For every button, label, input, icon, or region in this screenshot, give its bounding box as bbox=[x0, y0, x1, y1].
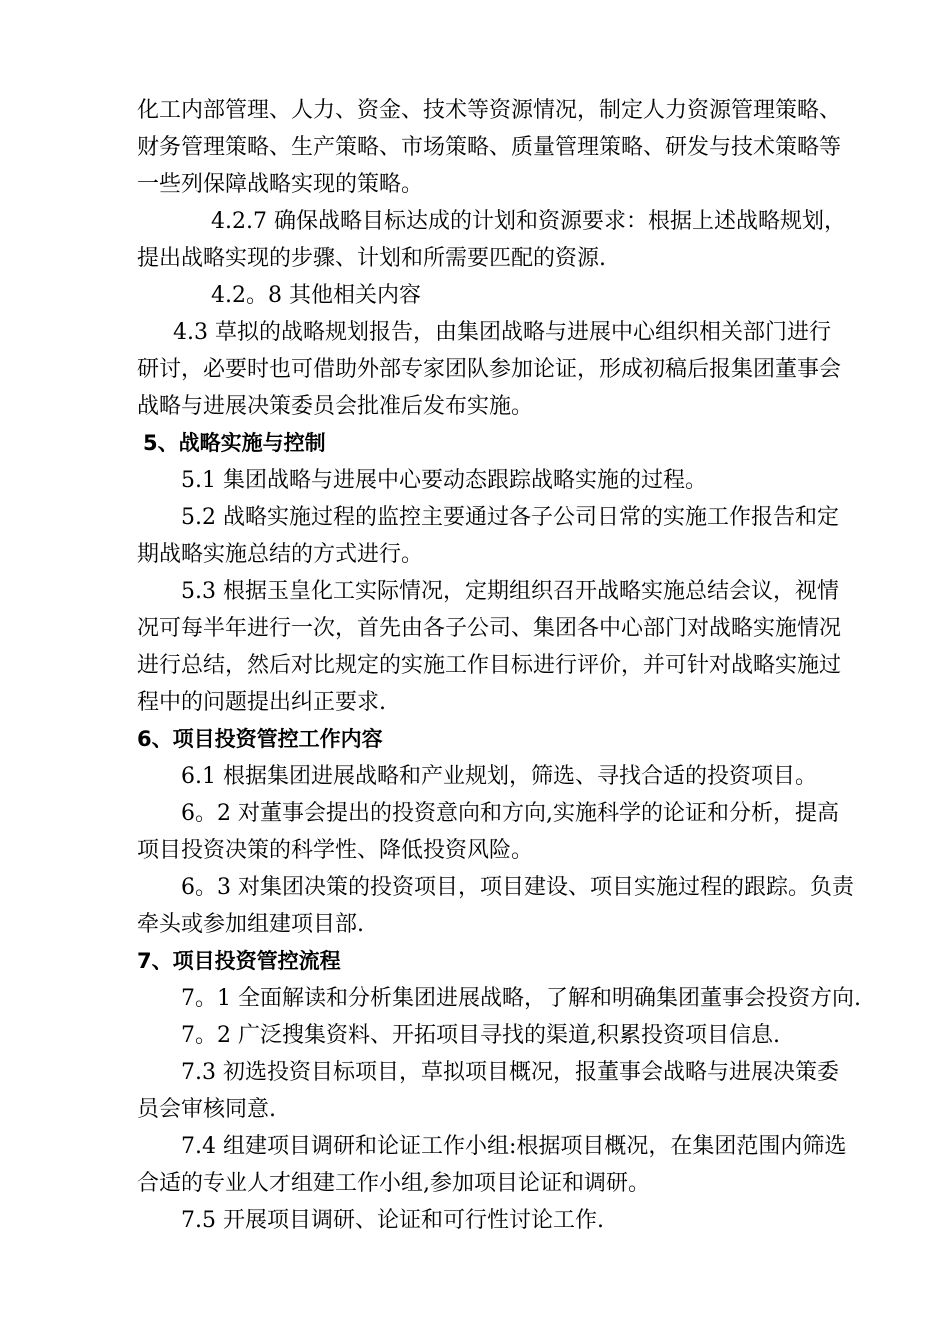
text-line bbox=[0, 647, 950, 684]
line-text: 项目投资决策的科学性、降低投资风险。 bbox=[137, 838, 534, 863]
line-text: 4.2。8 其他相关内容 bbox=[211, 283, 421, 308]
text-line bbox=[0, 832, 950, 869]
text-line bbox=[0, 92, 950, 129]
text-line bbox=[0, 166, 950, 203]
heading-text: 7、项目投资管控流程 bbox=[137, 949, 341, 973]
line-text: 7。2 广泛搜集资料、开拓项目寻找的渠道,积累投资项目信息. bbox=[181, 1023, 780, 1048]
text-line bbox=[0, 203, 950, 240]
line-text: 7。1 全面解读和分析集团进展战略，了解和明确集团董事会投资方向. bbox=[181, 986, 861, 1011]
text-line bbox=[0, 795, 950, 832]
text-line bbox=[0, 869, 950, 906]
line-text: 程中的问题提出纠正要求. bbox=[137, 690, 386, 715]
heading-text: 5、战略实施与控制 bbox=[143, 431, 326, 455]
text-line bbox=[0, 1128, 950, 1165]
line-text: 况可每半年进行一次，首先由各子公司、集团各中心部门对战略实施情况 bbox=[137, 616, 842, 641]
text-line bbox=[0, 573, 950, 610]
line-text: 7.4 组建项目调研和论证工作小组:根据项目概况，在集团范围内筛选 bbox=[181, 1134, 847, 1159]
line-text: 6。3 对集团决策的投资项目，项目建设、项目实施过程的跟踪。负责 bbox=[181, 875, 854, 900]
text-line bbox=[0, 684, 950, 721]
line-text: 4.3 草拟的战略规划报告，由集团战略与进展中心组织相关部门进行 bbox=[173, 320, 831, 345]
text-line bbox=[0, 129, 950, 166]
heading-text: 6、项目投资管控工作内容 bbox=[137, 727, 383, 751]
line-text: 7.3 初选投资目标项目，草拟项目概况，报董事会战略与进展决策委 bbox=[181, 1060, 839, 1085]
text-line bbox=[0, 1091, 950, 1128]
line-text: 化工内部管理、人力、资金、技术等资源情况，制定人力资源管理策略、 bbox=[137, 98, 842, 123]
line-text: 4.2.7 确保战略目标达成的计划和资源要求：根据上述战略规划， bbox=[211, 209, 846, 234]
line-text: 研讨，必要时也可借助外部专家团队参加论证，形成初稿后报集团董事会 bbox=[137, 357, 842, 382]
line-text: 期战略实施总结的方式进行。 bbox=[137, 542, 424, 567]
text-line bbox=[0, 1165, 950, 1202]
line-text: 牵头或参加组建项目部. bbox=[137, 912, 364, 937]
text-line bbox=[0, 758, 950, 795]
line-text: 员会审核同意. bbox=[137, 1097, 276, 1122]
text-line bbox=[0, 499, 950, 536]
line-text: 进行总结，然后对比规定的实施工作目标进行评价，并可针对战略实施过 bbox=[137, 653, 842, 678]
text-line bbox=[0, 610, 950, 647]
line-text: 财务管理策略、生产策略、市场策略、质量管理策略、研发与技术策略等 bbox=[137, 135, 842, 160]
line-text: 提出战略实现的步骤、计划和所需要匹配的资源. bbox=[137, 246, 606, 271]
line-text: 5.3 根据玉皇化工实际情况，定期组织召开战略实施总结会议，视情 bbox=[181, 579, 839, 604]
line-text: 7.5 开展项目调研、论证和可行性讨论工作. bbox=[181, 1208, 604, 1233]
line-text: 5.2 战略实施过程的监控主要通过各子公司日常的实施工作报告和定 bbox=[181, 505, 839, 530]
text-line bbox=[0, 314, 950, 351]
text-line bbox=[0, 1017, 950, 1054]
section-heading bbox=[0, 425, 950, 462]
text-line bbox=[0, 462, 950, 499]
line-text: 6。2 对董事会提出的投资意向和方向,实施科学的论证和分析，提高 bbox=[181, 801, 839, 826]
section-heading bbox=[0, 943, 950, 980]
text-line bbox=[0, 980, 950, 1017]
section-heading bbox=[0, 721, 950, 758]
text-line bbox=[0, 906, 950, 943]
line-text: 5.1 集团战略与进展中心要动态跟踪战略实施的过程。 bbox=[181, 468, 707, 493]
text-line bbox=[0, 536, 950, 573]
line-text: 合适的专业人才组建工作小组,参加项目论证和调研。 bbox=[137, 1171, 650, 1196]
text-line bbox=[0, 240, 950, 277]
text-line bbox=[0, 1054, 950, 1091]
line-text: 6.1 根据集团进展战略和产业规划，筛选、寻找合适的投资项目。 bbox=[181, 764, 817, 789]
text-line bbox=[0, 388, 950, 425]
text-line bbox=[0, 1202, 950, 1239]
text-line bbox=[0, 277, 950, 314]
text-line bbox=[0, 351, 950, 388]
line-text: 战略与进展决策委员会批准后发布实施。 bbox=[137, 394, 534, 419]
line-text: 一些列保障战略实现的策略。 bbox=[137, 172, 424, 197]
